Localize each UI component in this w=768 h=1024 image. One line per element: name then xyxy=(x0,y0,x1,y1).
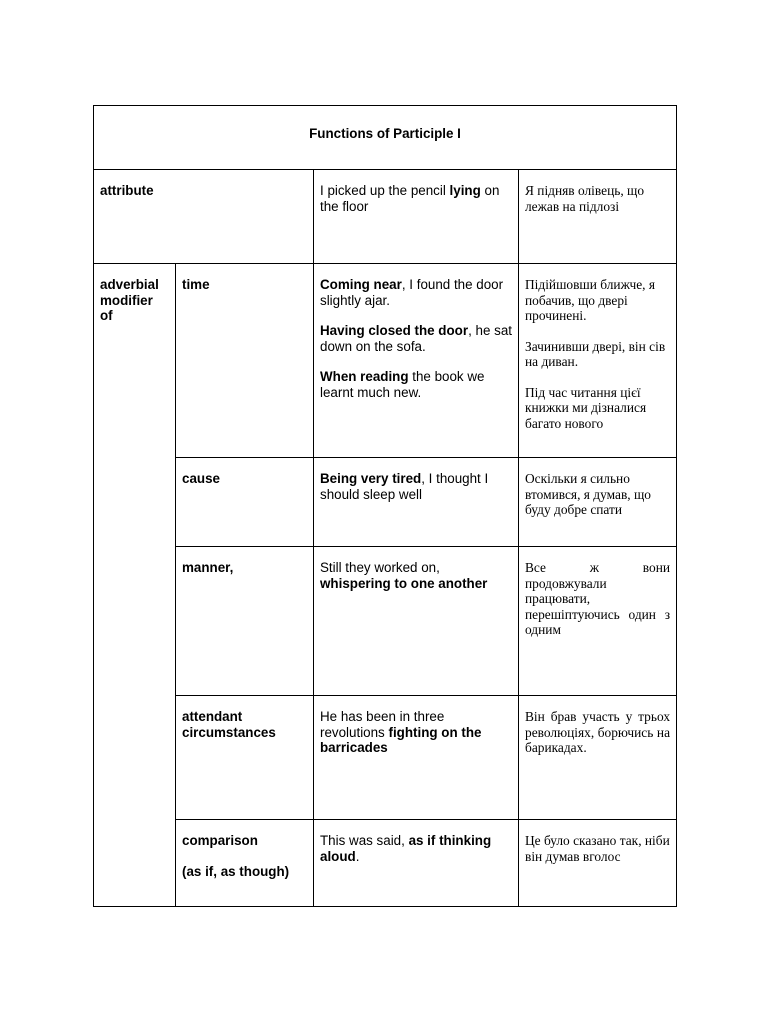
example-sentence: Still they worked on, whispering to one another xyxy=(320,560,488,591)
example-sentence: Being very tired, I thought I should sleep well xyxy=(320,471,489,502)
translation-text: Він брав участь у трьох революціях, борючись на барикадах. xyxy=(525,709,671,755)
translation-text: Я підняв олівець, що лежав на підлозі xyxy=(525,183,645,214)
subfunction-sublabel: (as if, as though) xyxy=(182,863,290,879)
example-sentence: Coming near, I found the door slightly ajar. xyxy=(320,277,504,308)
title-row xyxy=(94,106,677,170)
translation-cell xyxy=(519,547,677,696)
function-label-adverbial-modifier: adverbial modifier of xyxy=(94,264,176,907)
adverbial-row-cause xyxy=(94,458,677,547)
participle-functions-table xyxy=(93,105,677,907)
example-cell xyxy=(314,458,519,547)
adverbial-row-attendant-circumstances xyxy=(94,696,677,820)
translation-cell xyxy=(519,170,677,264)
translation-text: Підійшовши ближче, я побачив, що двері прочинені. xyxy=(525,277,656,323)
adverbial-row-time xyxy=(94,264,677,458)
translation-text: Це було сказано так, ніби він думав вголос xyxy=(525,833,670,864)
example-sentence: I picked up the pencil lying on the floor xyxy=(320,183,500,214)
translation-text: Зачинивши двері, він сів на диван. xyxy=(525,338,666,369)
example-cell xyxy=(314,696,519,820)
example-sentence: He has been in three revolutions fighting on the barricades xyxy=(320,709,482,755)
translation-cell xyxy=(519,820,677,907)
adverbial-row-manner xyxy=(94,547,677,696)
example-cell xyxy=(314,820,519,907)
subfunction-label-manner: manner, xyxy=(176,547,314,696)
table-title: Functions of Participle I xyxy=(94,106,677,170)
example-sentence: When reading the book we learnt much new. xyxy=(320,369,485,400)
attribute-row xyxy=(94,170,677,264)
example-sentence: This was said, as if thinking aloud. xyxy=(320,833,492,864)
example-cell xyxy=(314,547,519,696)
translation-text: Під час читання цієї книжки ми дізналися багато нового xyxy=(525,384,647,431)
subfunction-label-attendant-circumstances: attendant circumstances xyxy=(176,696,314,820)
translation-text: Все ж вони продовжували працювати, перешіптуючись один з одним xyxy=(525,560,671,637)
example-cell xyxy=(314,170,519,264)
function-label-attribute: attribute xyxy=(94,170,314,264)
example-cell xyxy=(314,264,519,458)
translation-cell xyxy=(519,264,677,458)
translation-cell xyxy=(519,696,677,820)
subfunction-label-text: comparison xyxy=(182,833,258,848)
subfunction-label-time: time xyxy=(176,264,314,458)
translation-text: Оскільки я сильно втомився, я думав, що буду добре спати xyxy=(525,471,651,517)
translation-cell xyxy=(519,458,677,547)
subfunction-label-cause: cause xyxy=(176,458,314,547)
adverbial-row-comparison xyxy=(94,820,677,907)
subfunction-label-comparison xyxy=(176,820,314,907)
example-sentence: Having closed the door, he sat down on the sofa. xyxy=(320,323,512,354)
